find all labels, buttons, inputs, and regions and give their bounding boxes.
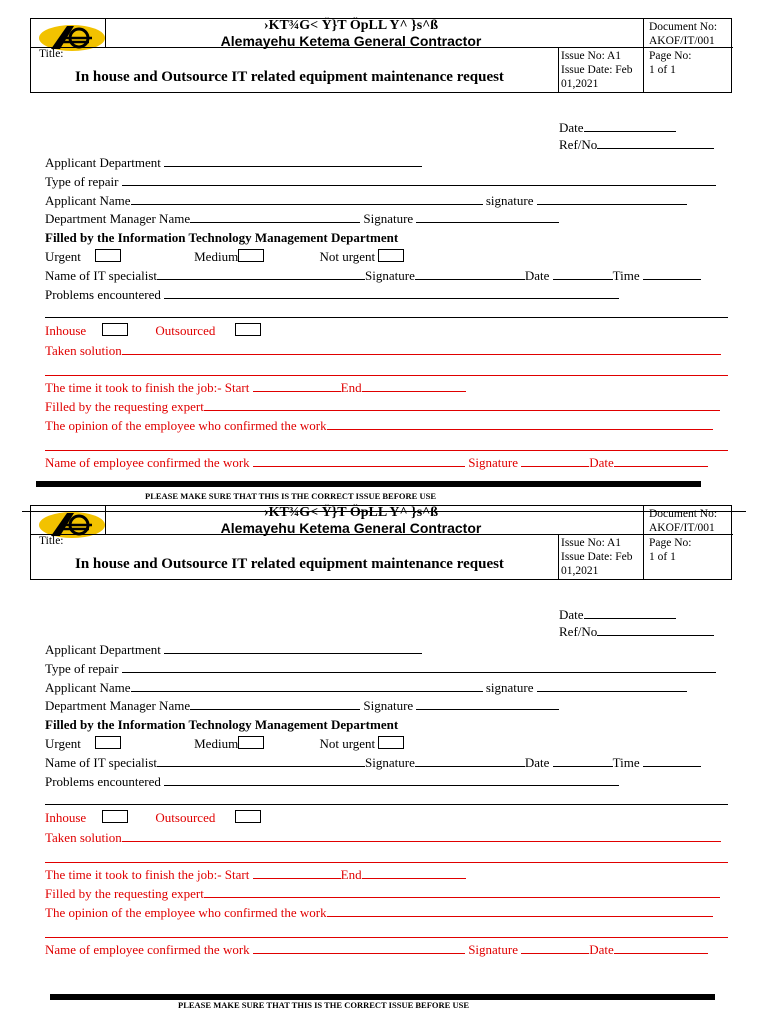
dept-manager-field[interactable]: Department Manager Name Signature [45,211,559,227]
title-label: Title: [39,48,64,60]
not-urgent-checkbox[interactable] [378,736,404,749]
request-form-2 [0,487,768,1024]
footer-note-2: PLEASE MAKE SURE THAT THIS IS THE CORRECT ISSUE BEFORE USE [178,1000,469,1010]
issue-no: Issue No: A1 [561,50,622,62]
issue-no: Issue No: A1 [561,537,622,549]
issue-date: Issue Date: Feb [561,551,633,563]
applicant-department-field[interactable]: Applicant Department [45,155,422,171]
outsourced-checkbox[interactable] [235,810,261,823]
company-name: Alemayehu Ketema General Contractor [220,33,482,49]
title-label: Title: [39,535,64,547]
page-no-value: 1 of 1 [649,64,676,76]
urgency-row: Urgent Medium Not urgent [45,249,404,265]
page-no-label: Page No: [649,50,692,62]
inhouse-checkbox[interactable] [102,323,128,336]
header-table [30,505,732,580]
it-section-heading: Filled by the Information Technology Management Department [45,230,399,245]
urgent-checkbox[interactable] [95,736,121,749]
medium-checkbox[interactable] [238,249,264,262]
issue-date-year: 01,2021 [561,565,599,577]
it-specialist-field[interactable]: Name of IT specialist Signature Date Time [45,268,701,284]
sourcing-row: Inhouse Outsourced [45,323,261,339]
inhouse-checkbox[interactable] [102,810,128,823]
page-separator [22,511,746,512]
taken-solution-field[interactable]: Taken solution [45,343,721,359]
it-section-heading: Filled by the Information Technology Management Department [45,717,399,732]
opinion-field[interactable]: The opinion of the employee who confirmed the work [45,905,713,921]
footer-note-1: PLEASE MAKE SURE THAT THIS IS THE CORRECT ISSUE BEFORE USE [145,491,436,501]
issue-date-year: 01,2021 [561,78,599,90]
type-of-repair-field[interactable]: Type of repair [45,174,716,190]
applicant-name-field[interactable]: Applicant Name signature [45,193,687,209]
applicant-name-field[interactable]: Applicant Name signature [45,680,687,696]
divider-bar-1 [36,481,701,487]
filled-by-expert-field[interactable]: Filled by the requesting expert [45,886,720,902]
it-specialist-field[interactable]: Name of IT specialist Signature Date Time [45,755,701,771]
taken-solution-field[interactable]: Taken solution [45,830,721,846]
company-name: Alemayehu Ketema General Contractor [220,520,482,536]
confirmed-by-field[interactable]: Name of employee confirmed the work Signature Date [45,455,708,471]
form-title: In house and Outsource IT related equipment maintenance request [75,556,504,572]
page-no-label: Page No: [649,537,692,549]
sourcing-row: Inhouse Outsourced [45,810,261,826]
doc-no-value: AKOF/IT/001 [649,35,715,47]
type-of-repair-field[interactable]: Type of repair [45,661,716,677]
urgent-checkbox[interactable] [95,249,121,262]
opinion-field[interactable]: The opinion of the employee who confirmed the work [45,418,713,434]
dept-manager-field[interactable]: Department Manager Name Signature [45,698,559,714]
amharic-company-name: ›KT¾G< Ÿ}T ÖpLL Y^ }s^ß [263,18,439,33]
filled-by-expert-field[interactable]: Filled by the requesting expert [45,399,720,415]
header-table [30,18,732,93]
time-took-field[interactable]: The time it took to finish the job:- Start End [45,867,466,883]
date-field[interactable]: Date [559,607,676,623]
ref-no-field[interactable]: Ref/No [559,624,714,640]
confirmed-by-field[interactable]: Name of employee confirmed the work Signature Date [45,942,708,958]
doc-no-label: Document No: [649,508,718,520]
problems-field[interactable]: Problems encountered [45,287,619,303]
issue-date: Issue Date: Feb [561,64,633,76]
outsourced-checkbox[interactable] [235,323,261,336]
ref-no-field[interactable]: Ref/No [559,137,714,153]
date-field[interactable]: Date [559,120,676,136]
form-title: In house and Outsource IT related equipment maintenance request [75,69,504,85]
amharic-company-name: ›KT¾G< Ÿ}T ÖpLL Y^ }s^ß [263,505,439,520]
doc-no-label: Document No: [649,21,718,33]
request-form-1 [0,0,768,505]
problems-field[interactable]: Problems encountered [45,774,619,790]
medium-checkbox[interactable] [238,736,264,749]
not-urgent-checkbox[interactable] [378,249,404,262]
page-no-value: 1 of 1 [649,551,676,563]
doc-no-value: AKOF/IT/001 [649,522,715,534]
applicant-department-field[interactable]: Applicant Department [45,642,422,658]
urgency-row: Urgent Medium Not urgent [45,736,404,752]
time-took-field[interactable]: The time it took to finish the job:- Start End [45,380,466,396]
